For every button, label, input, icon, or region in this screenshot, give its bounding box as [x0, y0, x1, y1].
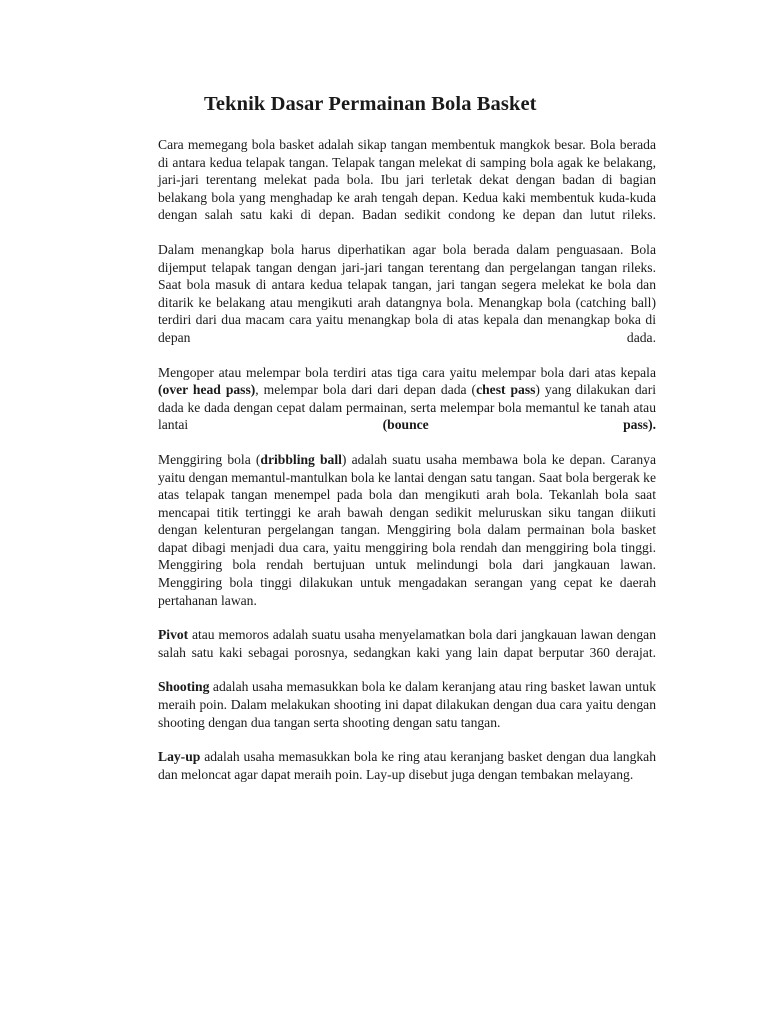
- paragraph-text: Menggiring bola (: [158, 451, 261, 467]
- paragraph-text: ) adalah suatu usaha membawa bola ke depan. Caranya yaitu dengan memantul-mantulkan bola ke lantai dengan satu tangan. Saat bola bergerak ke atas telapak tangan menempel pada bola dan mengikuti arah bola. Tekanlah bola saat mencapai titik tertinggi ke arah bawah dengan sedikit meluruskan siku tangan diikuti dengan kelenturan pergelangan tangan. Menggiring bola dalam permainan bola basket dapat dibagi menjadi dua cara, yaitu menggiring bola rendah dan menggiring bola tinggi. Menggiring bola rendah bertujuan untuk melindungi bola dari jangkauan lawan. Menggiring bola tinggi dilakukan untuk mengadakan serangan yang cepat ke daerah pertahanan lawan.: [158, 451, 656, 608]
- bold-term: (bounce pass).: [382, 417, 656, 433]
- paragraph-text: , melempar bola dari dari depan dada (: [255, 382, 477, 398]
- paragraph: [158, 678, 656, 731]
- paragraph: [158, 364, 656, 434]
- document-body: [158, 136, 656, 783]
- paragraph-text: Cara memegang bola basket adalah sikap tangan membentuk mangkok besar. Bola berada di antara kedua telapak tangan. Telapak tangan melekat di samping bola agak ke belakang, jari-jari terentang melekat pada bola. Ibu jari terletak dekat dengan badan di bagian belakang bola yang menghadap ke arah tengah depan. Kedua kaki membentuk kuda-kuda dengan salah satu kaki di depan. Badan sedikit condong ke depan dan lutut rileks.: [158, 137, 656, 223]
- paragraph-text: adalah usaha memasukkan bola ke ring atau keranjang basket dengan dua langkah dan meloncat agar dapat meraih poin. Lay-up disebut juga dengan tembakan melayang.: [158, 749, 656, 782]
- bold-term: chest pass: [476, 382, 536, 398]
- paragraph-text: ) yang dilakukan dari dada ke dada dengan cepat dalam permainan, serta melempar bola memantul ke tanah atau lantai: [158, 382, 656, 433]
- bold-term: dribbling ball: [260, 451, 342, 467]
- paragraph: [158, 626, 656, 661]
- paragraph-text: atau memoros adalah suatu usaha menyelamatkan bola dari jangkauan lawan dengan salah satu kaki sebagai porosnya, sedangkan kaki yang lain dapat berputar 360 derajat.: [158, 627, 656, 660]
- paragraph: [158, 748, 656, 783]
- paragraph: [158, 136, 656, 224]
- document-page: [158, 92, 656, 800]
- paragraph: [158, 241, 656, 347]
- paragraph: [158, 451, 656, 609]
- document-title: Teknik Dasar Permainan Bola Basket: [204, 93, 537, 115]
- bold-term: Lay-up: [158, 749, 201, 765]
- paragraph-text: Dalam menangkap bola harus diperhatikan agar bola berada dalam penguasaan. Bola dijemput telapak tangan dengan jari-jari tangan terentang dan pergelangan tangan rileks. Saat bola masuk di antara kedua telapak tangan, jari tangan segera melekat ke bola dan ditarik ke belakang atau mengikuti arah datangnya bola. Menangkap bola (catching ball) terdiri dari dua macam cara yaitu menangkap bola di atas kepala dan menangkap boka di depan dada.: [158, 241, 656, 345]
- paragraph-text: Mengoper atau melempar bola terdiri atas tiga cara yaitu melempar bola dari atas kepala: [158, 364, 656, 380]
- bold-term: Shooting: [158, 679, 210, 695]
- bold-term: Pivot: [158, 627, 189, 643]
- paragraph-text: adalah usaha memasukkan bola ke dalam keranjang atau ring basket lawan untuk meraih poin. Dalam melakukan shooting ini dapat dilakukan dengan dua cara yaitu dengan shooting dengan dua tangan serta shooting dengan satu tangan.: [158, 679, 656, 730]
- bold-term: (over head pass): [158, 382, 256, 398]
